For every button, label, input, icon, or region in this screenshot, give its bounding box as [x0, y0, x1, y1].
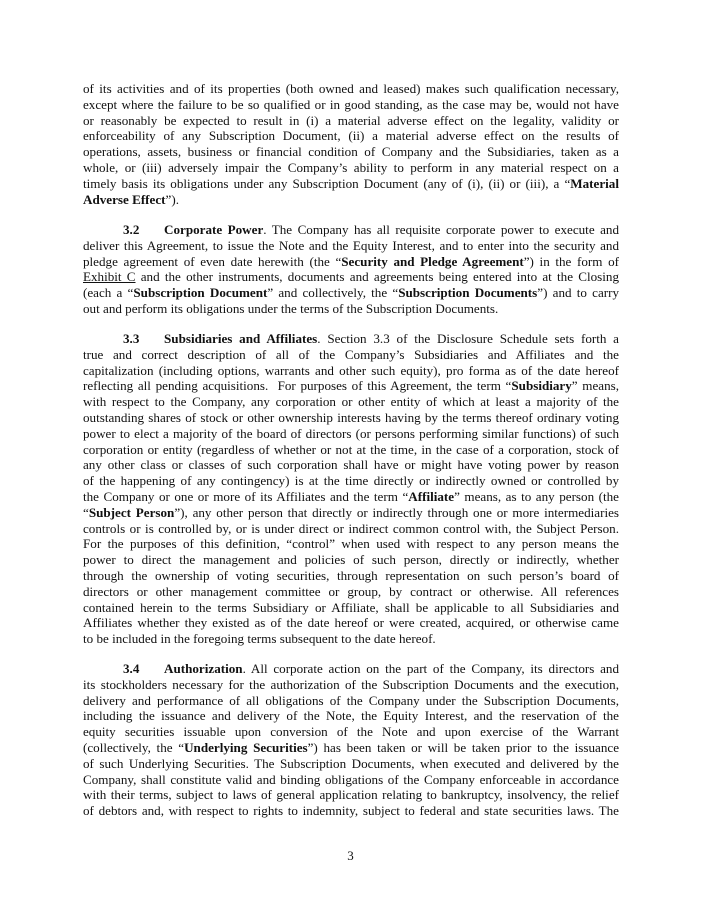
defined-term: Subscription Document: [133, 285, 268, 301]
text-line: power to direct the management and policies of such person, directly or indirectly, whether: [83, 552, 619, 568]
text-line: out and perform its obligations under the terms of the Subscription Documents.: [83, 300, 499, 316]
section-number: 3.4: [123, 661, 140, 676]
text-line: directors or other management committee or group, by contract or otherwise. All references: [83, 583, 619, 599]
defined-term: Subsidiary: [511, 378, 572, 394]
text-line: power to elect a majority of the board of directors (or persons performing similar functions) of such: [83, 425, 619, 441]
intro-paragraph: of its activities and of its properties (both owned and leased) makes such qualification necessary, except where the failure to be so qualified or in good standing, as the case may be, would not have or reasonably be expected to result in (i) a material adverse effect on the legality, validity or enforceability of any Subscription Document, (ii) a material adverse effect on the results of operations, assets, business or financial condition of Company and the Subsidiaries, taken as a whole, or (iii) adversely impair the Company’s ability to perform in any material respect on a timely basis its obligations under any Subscription Document (any of (i), (ii) or (iii), a “Material Adverse Effect”).: [83, 81, 619, 207]
text-line: any other class or classes of such corporation shall have or might have voting power by reason: [83, 457, 619, 473]
section-3-4: 3.4 Authorization. All corporate action on the part of the Company, its directors and its stockholders necessary for the authorization of the Subscription Documents and the execution, delivery and performance of all obligations of the Company under the Subscription Documents, including the issuance and delivery of the Note, the Equity Interest, and the reservation of the equity securities issuable upon conversion of the Note and upon exercise of the Warrant (collectively, the “Underlying Securities”) has been taken or will be taken prior to the issuance of such Underlying Securities. The Subscription Documents, when executed and delivered by the Company, shall constitute valid and binding obligations of the Company enforceable in accordance with their terms, subject to laws of general application relating to bankruptcy, insolvency, the relief of debtors and, with respect to rights to indemnity, subject to federal and state securities laws. The: [83, 661, 620, 819]
text-line: Company, shall constitute valid and binding obligations of the Company enforceable in accordance: [83, 771, 619, 787]
text-line: controls or is controlled by, or is under direct or indirect common control with, the Subject Person.: [83, 520, 619, 536]
text-line: contained herein to the terms Subsidiary or Affiliate, shall be applicable to all Subsidiaries and: [83, 599, 619, 615]
text-line: enforceability of any Subscription Document, (ii) a material adverse effect on the results of: [83, 128, 619, 144]
text-line: deliver this Agreement, to issue the Note and the Equity Interest, and to enter into the security and: [83, 237, 619, 253]
section-heading: Authorization: [164, 661, 243, 676]
section-number: 3.3: [123, 331, 140, 346]
defined-term: Subscription Documents: [398, 285, 538, 301]
text-line: true and correct description of all of the Company’s Subsidiaries and Affiliates and the: [83, 346, 619, 362]
text-line: timely basis its obligations under any Subscription Document (any of (i), (ii) or (iii), a “: [83, 175, 571, 191]
text-line: operations, assets, business or financial condition of Company and the Subsidiaries, taken as a: [83, 144, 619, 160]
section-3-2: 3.2 Corporate Power. The Company has all requisite corporate power to execute and deliver this Agreement, to issue the Note and the Equity Interest, and to enter into the security and pledge agreement of even date herewith (the “Security and Pledge Agreement”) in the form of Exhibit C and the other instruments, documents and agreements being entered into at the Closing (each a “Subscription Document” and collectively, the “Subscription Documents”) and to carry out and perform its obligations under the terms of the Subscription Documents.: [83, 222, 620, 316]
defined-term: Subject Person: [88, 504, 175, 520]
section-heading: Corporate Power: [164, 222, 264, 237]
text-line: with their terms, subject to laws of general application relating to bankruptcy, insolvency, the relief: [83, 787, 619, 803]
text-line: or reasonably be expected to result in (i) a material adverse effect on the legality, validity or: [83, 112, 619, 128]
text-line: except where the failure to be so qualified or in good standing, as the case may be, would not have: [83, 96, 619, 112]
defined-term: Adverse Effect: [83, 191, 166, 207]
text-line: of such Underlying Securities. The Subscription Documents, when executed and delivered by the: [83, 755, 619, 771]
page-number: 3: [347, 848, 354, 863]
section-heading: Subsidiaries and Affiliates: [164, 331, 318, 346]
defined-term: Security and Pledge Agreement: [341, 253, 524, 269]
defined-term: Material: [570, 175, 619, 191]
text-line: of debtors and, with respect to rights to indemnity, subject to federal and state securities laws. The: [83, 803, 619, 819]
text-line: whole, or (iii) adversely impair the Company’s ability to perform in any material respect on a: [83, 159, 619, 175]
text-line: to be included in the foregoing terms subsequent to the date hereof.: [83, 631, 436, 647]
defined-term: Affiliate: [408, 488, 455, 504]
text-line: with respect to the Company, any corporation or other entity of which at least a majority of the: [83, 394, 619, 410]
text-line: its stockholders necessary for the authorization of the Subscription Documents and the execution,: [83, 676, 619, 692]
text-line: delivery and performance of all obligations of the Company under the Subscription Documents,: [83, 692, 619, 708]
text-line: corporation or entity (regardless of whether or not at the time, in the case of a corporation, stock of: [83, 441, 619, 457]
text-line: including the issuance and delivery of the Note, the Equity Interest, and the reservation of the: [83, 708, 619, 724]
text-line: through the ownership of voting securities, through representation on such person’s board of: [83, 567, 619, 583]
text-line: For the purposes of this definition, “control” when used with respect to any person means the: [83, 536, 619, 552]
section-number: 3.2: [123, 222, 140, 237]
text-line: equity securities issuable upon conversion of the Note and upon exercise of the Warrant: [83, 724, 619, 740]
text-line: of the happening of any contingency) is at the time directly or indirectly owned or controlled by: [83, 473, 619, 489]
text-line: of its activities and of its properties (both owned and leased) makes such qualification necessary,: [83, 81, 619, 96]
defined-term: Underlying Securities: [184, 739, 308, 755]
section-3-3: 3.3 Subsidiaries and Affiliates. Section 3.3 of the Disclosure Schedule sets forth a true and correct description of all of the Company’s Subsidiaries and Affiliates and the capitalization (including options, warrants and other such equity), pro forma as of the date hereof reflecting all pending acquisitions. For purposes of this Agreement, the term “Subsidiary” means, with respect to the Company, any corporation or other entity of which at least a majority of the outstanding shares of stock or other ownership interests having by the terms thereof ordinary voting power to elect a majority of the board of directors (or persons performing similar functions) of such corporation or entity (regardless of whether or not at the time, in the case of a corporation, stock of any other class or classes of such corporation shall have or might have voting power by reason of the happening of any contingency) is at the time directly or indirectly owned or controlled by the Company or one or more of its Affiliates and the term “Affiliate” means, as to any person (the “Subject Person”), any other person that directly or indirectly through one or more intermediaries controls or is controlled by, or is under direct or indirect common control with, the Subject Person. For the purposes of this definition, “control” when used with respect to any person means the power to direct the management and policies of such person, directly or indirectly, whether through the ownership of voting securities, through representation on such person’s board of directors or other management committee or group, by contract or otherwise. All references contained herein to the terms Subsidiary or Affiliate, shall be applicable to all Subsidiaries and Affiliates whether they existed as of the date hereof or were created, acquired, or otherwise came to be included in the foregoing terms subsequent to the date hereof.: [83, 331, 619, 647]
text-line: capitalization (including options, warrants and other such equity), pro forma as of the date hereof: [83, 362, 619, 378]
exhibit-c-reference: Exhibit C: [83, 269, 136, 285]
text-line: outstanding shares of stock or other ownership interests having by the terms thereof ordinary voting: [83, 409, 619, 425]
text-line: Affiliates whether they existed as of the date hereof or were created, acquired, or otherwise came: [83, 615, 619, 631]
